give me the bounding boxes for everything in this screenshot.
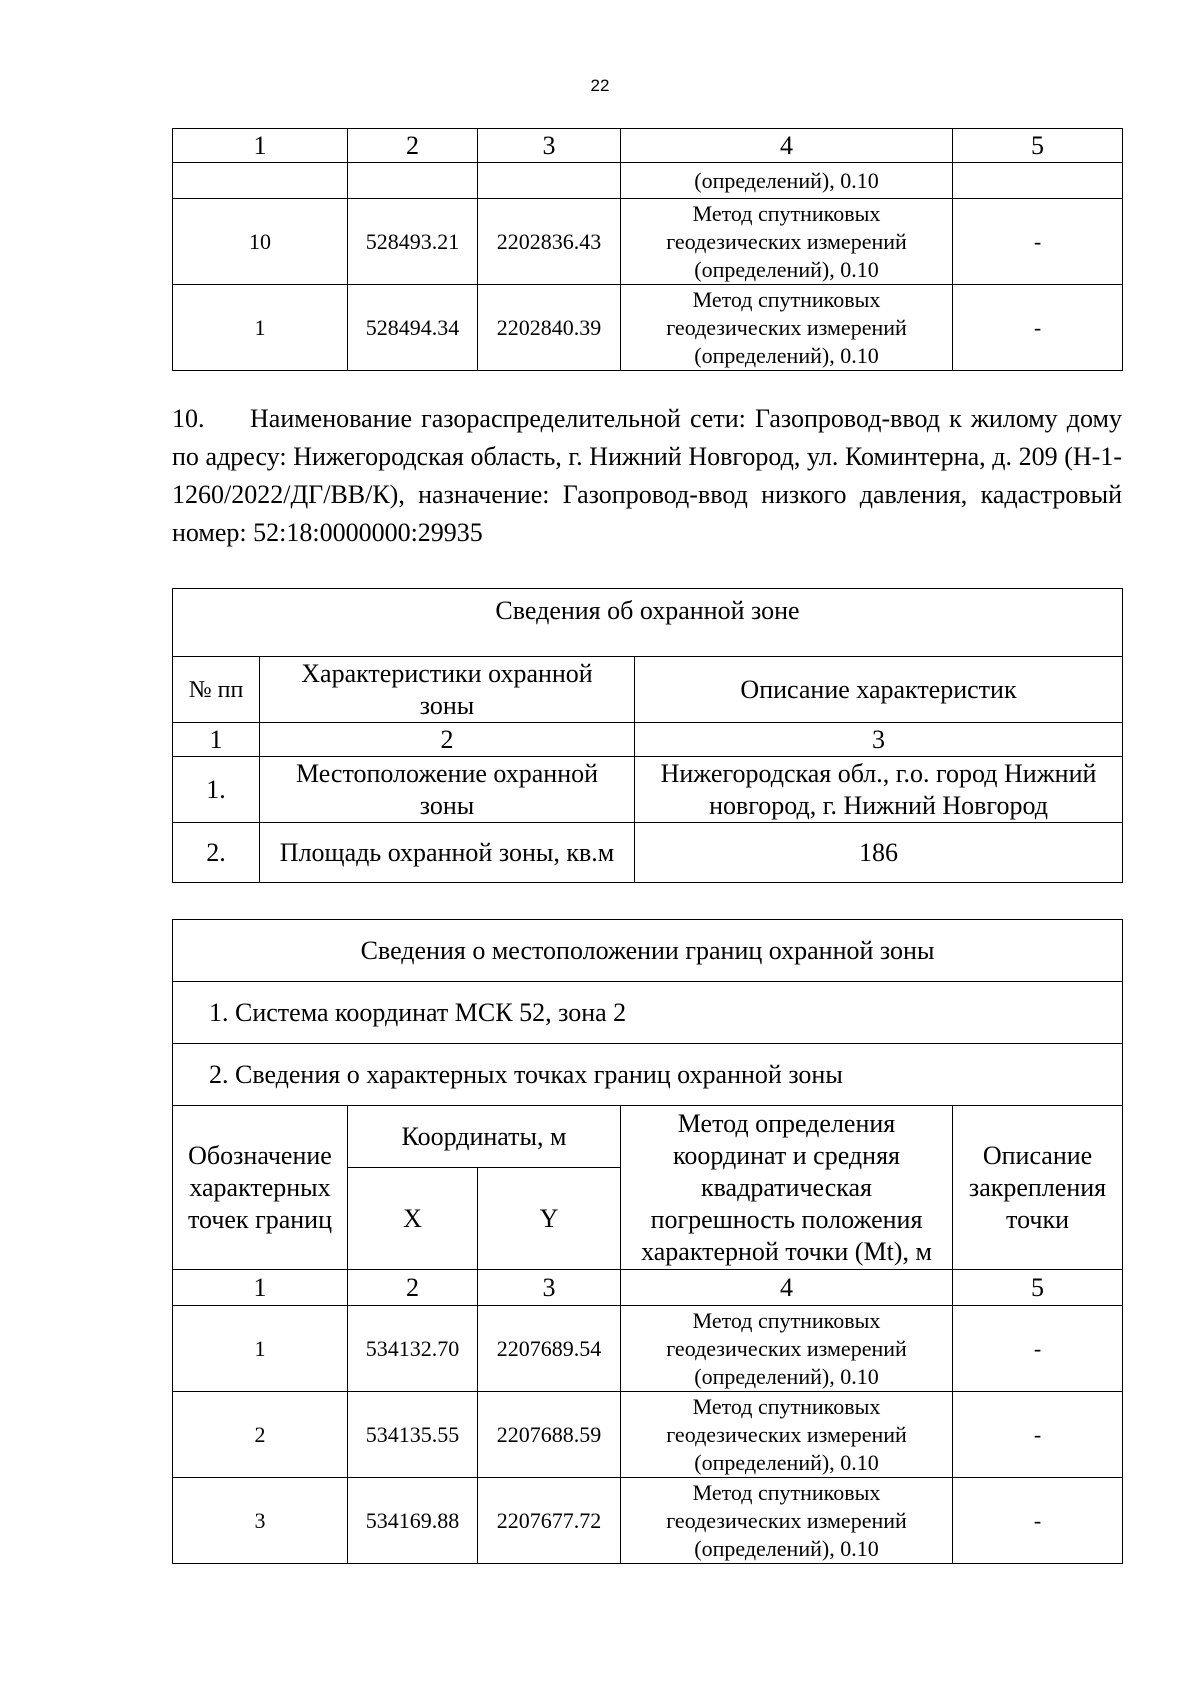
cell-y: 2202836.43 [478,199,621,285]
header-line: погрешность положения [650,1204,923,1234]
table-title: Сведения о местоположении границ охранной зоны [173,920,1123,982]
cell-method [621,1306,953,1392]
coordinate-system-row [173,982,1123,1044]
col-header-description: Описание характеристик [635,657,1123,723]
col-number: 2 [260,723,635,757]
cell-y: 2207677.72 [478,1478,621,1564]
cell-desc: - [953,285,1123,371]
col-header-designation [173,1106,348,1270]
method-line: (определений), 0.10 [694,256,879,282]
method-line: (определений), 0.10 [694,1363,879,1389]
points-title-row [173,1044,1123,1106]
method-line: Метод спутниковых [692,1393,881,1419]
col-number: 3 [478,1270,621,1306]
table-row [173,163,1123,199]
cell-y [478,163,621,199]
col-header-method [621,1106,953,1270]
table-row [173,199,1123,285]
col-number: 2 [348,1270,478,1306]
cell-line: зоны [419,790,475,820]
cell-desc: - [953,1306,1123,1392]
header-line: характерной точки (Mt), м [641,1236,932,1266]
col-number: 5 [953,129,1123,163]
method-line: Метод спутниковых [692,1307,881,1333]
method-line: Метод спутниковых [692,200,881,226]
points-title: 2. Сведения о характерных точках границ охранной зоны [173,1044,1123,1106]
cell-row-number: 2. [173,823,260,883]
cell-point: 2 [173,1392,348,1478]
cell-desc: - [953,1478,1123,1564]
header-line: Обозначение [188,1140,332,1170]
method-line: (определений), 0.10 [694,342,879,368]
cell-x: 534132.70 [348,1306,478,1392]
table-row [173,1306,1123,1392]
cell-y: 2207688.59 [478,1392,621,1478]
method-line: Метод спутниковых [692,286,881,312]
table-numbers-row [173,723,1123,757]
cell-method [621,1478,953,1564]
cell-x: 534135.55 [348,1392,478,1478]
cell-point: 3 [173,1478,348,1564]
cell-x: 528494.34 [348,285,478,371]
method-line: (определений), 0.10 [694,1535,879,1561]
cell-description: 186 [635,823,1123,883]
col-header-characteristics [260,657,635,723]
method-line: геодезических измерений [666,228,907,254]
col-number: 1 [173,129,348,163]
cell-desc [953,163,1123,199]
table-row [173,285,1123,371]
col-number: 3 [478,129,621,163]
cell-point [173,163,348,199]
cell-y: 2202840.39 [478,285,621,371]
cell-line: Местоположение охранной [295,758,599,788]
cell-point: 1 [173,285,348,371]
col-header-coordinates: Координаты, м [348,1106,621,1168]
network-description-paragraph [172,400,1122,552]
table-header-row [173,1106,1123,1168]
header-line: зоны [419,690,475,720]
cell-desc: - [953,199,1123,285]
method-line: геодезических измерений [666,1335,907,1361]
table-row [173,1478,1123,1564]
table-numbers-row [173,1270,1123,1306]
table-title: Сведения об охранной зоне [173,589,1123,657]
cell-desc: - [953,1392,1123,1478]
page-number: 22 [590,76,610,95]
table-header-row [173,129,1123,163]
cell-line: Нижегородская обл., г.о. город Нижний [660,758,1097,788]
protected-zone-info-table [172,588,1123,883]
method-line: (определений), 0.10 [694,1449,879,1475]
table-row [173,757,1123,823]
table-row [173,1392,1123,1478]
cell-characteristic: Площадь охранной зоны, кв.м [260,823,635,883]
paragraph-text: Наименование газораспределительной сети: Газопровод-ввод к жилому дому по адресу: Нижегородская область, г. Нижний Новгород, ул. Коминтерна, д. 209 (Н-1-1260/2022/ДГ/ВВ/К), назначение: Газопровод-ввод низкого давления, кадастровый номер: 52:18:0000000:29935 [172,404,1122,547]
header-line: Характеристики охранной [301,658,593,688]
cell-y: 2207689.54 [478,1306,621,1392]
table-row [173,823,1123,883]
col-number: 1 [173,723,260,757]
header-line: Описание [982,1140,1093,1170]
header-line: точки [1006,1204,1070,1234]
cell-method [621,1392,953,1478]
table-title-row [173,589,1123,657]
method-line: Метод спутниковых [692,1479,881,1505]
paragraph-number: 10. [172,404,205,433]
cell-description [635,757,1123,823]
header-line: точек границ [187,1204,333,1234]
col-header-number: № пп [173,657,260,723]
header-line: квадратическая [700,1172,873,1202]
col-header-y: Y [478,1168,621,1270]
header-line: характерных [189,1172,331,1202]
boundary-coordinates-table [172,919,1123,1564]
cell-x: 528493.21 [348,199,478,285]
col-header-x: X [348,1168,478,1270]
col-header-description [953,1106,1123,1270]
coordinate-system: 1. Система координат МСК 52, зона 2 [173,982,1123,1044]
method-line: геодезических измерений [666,1421,907,1447]
header-line: закрепления [968,1172,1107,1202]
cell-characteristic [260,757,635,823]
cell-method [621,199,953,285]
cell-row-number: 1. [173,757,260,823]
col-number: 2 [348,129,478,163]
col-number: 3 [635,723,1123,757]
col-number: 1 [173,1270,348,1306]
header-line: координат и средняя [673,1140,900,1170]
cell-method [621,285,953,371]
method-line: геодезических измерений [666,1507,907,1533]
col-number: 4 [621,1270,953,1306]
cell-x [348,163,478,199]
cell-line: новгород, г. Нижний Новгород [709,790,1048,820]
col-number: 4 [621,129,953,163]
coordinates-table-continued [172,128,1123,371]
cell-point: 1 [173,1306,348,1392]
cell-method: (определений), 0.10 [621,163,953,199]
cell-point: 10 [173,199,348,285]
cell-x: 534169.88 [348,1478,478,1564]
header-line: Метод определения [677,1108,896,1138]
method-line: геодезических измерений [666,314,907,340]
table-header-row [173,657,1123,723]
table-title-row [173,920,1123,982]
col-number: 5 [953,1270,1123,1306]
